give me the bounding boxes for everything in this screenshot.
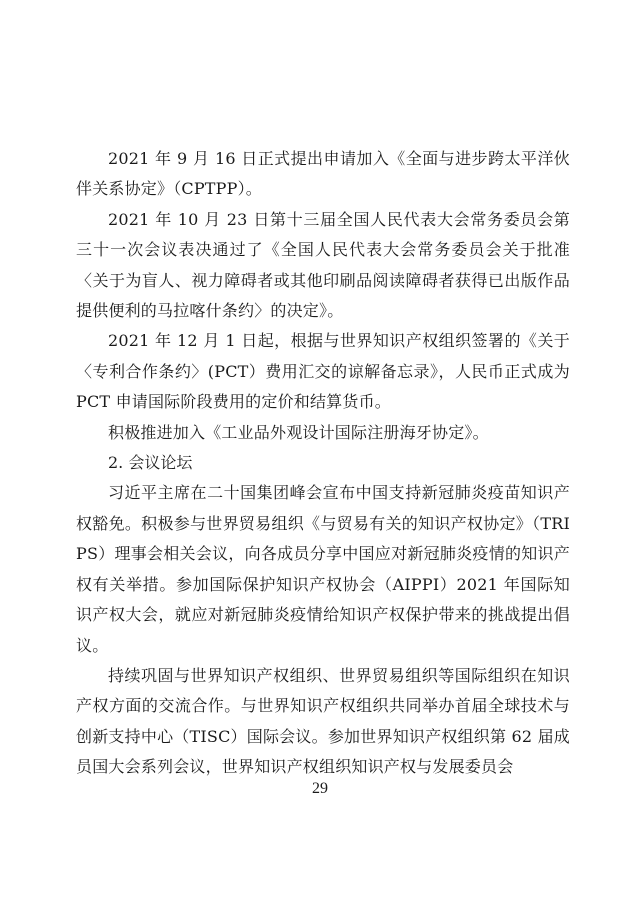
paragraph-marrakesh-treaty: 2021 年 10 月 23 日第十三届全国人民代表大会常务委员会第三十一次会议表决通过了《全国人民代表大会常务委员会关于批准〈关于为盲人、视力障碍者或其他印刷品阅读障碍者获得已出版作品提供便利的马拉喀什条约〉的决定》。 xyxy=(76,209,570,321)
paragraph-g20-vaccine: 习近平主席在二十国集团峰会宣布中国支持新冠肺炎疫苗知识产权豁免。积极参与世界贸易组织《与贸易有关的知识产权协定》（TRIPS）理事会相关会议，向各成员分享中国应对新冠肺炎疫情的知识产权有关举措。参加国际保护知识产权协会（AIPPI）2021 年国际知识产权大会，就应对新冠肺炎疫情给知识产权保护带来的挑战提出倡议。 xyxy=(76,483,570,655)
paragraph-hague-agreement: 积极推进加入《工业品外观设计国际注册海牙协定》。 xyxy=(108,422,489,442)
paragraph-wipo-cooperation: 持续巩固与世界知识产权组织、世界贸易组织等国际组织在知识产权方面的交流合作。与世界知识产权组织共同举办首届全球技术与创新支持中心（TISC）国际会议。参加世界知识产权组织第 62 届成员国大会系列会议，世界知识产权组织知识产权与发展委员会 xyxy=(76,665,570,777)
page-body xyxy=(76,144,570,783)
paragraph-pct-fees: 2021 年 12 月 1 日起，根据与世界知识产权组织签署的《关于〈专利合作条约〉(PCT）费用汇交的谅解备忘录》，人民币正式成为 PCT 申请国际阶段费用的定价和结算货币。 xyxy=(76,331,570,412)
page-number: 29 xyxy=(312,780,328,797)
section-heading: 2. 会议论坛 xyxy=(108,453,193,473)
paragraph-cptpp: 2021 年 9 月 16 日正式提出申请加入《全面与进步跨太平洋伙伴关系协定》（CPTPP）。 xyxy=(76,149,570,199)
